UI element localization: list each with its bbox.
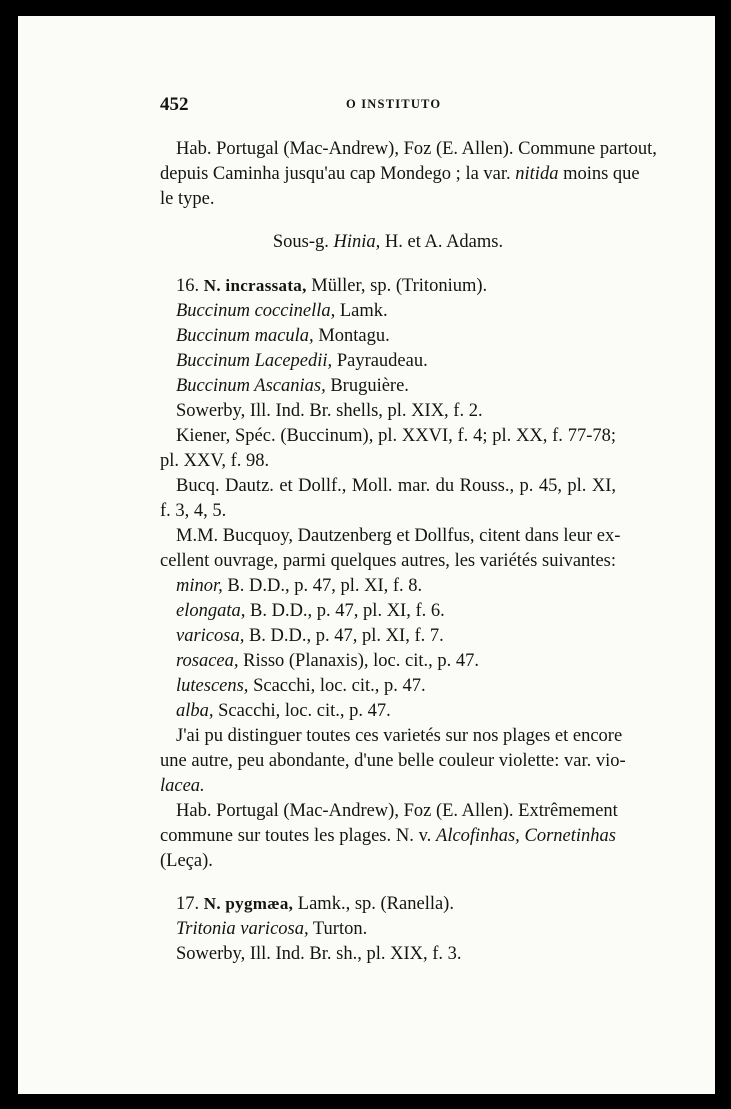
synonym-line: Buccinum Lacepedii, Payraudeau. bbox=[176, 351, 428, 371]
reference-line: f. 3, 4, 5. bbox=[160, 501, 227, 521]
variety-line: rosacea, Risso (Planaxis), loc. cit., p. 47. bbox=[176, 651, 479, 671]
text-line: le type. bbox=[160, 189, 215, 209]
running-head: O INSTITUTO bbox=[346, 97, 442, 111]
variety-line: alba, Scacchi, loc. cit., p. 47. bbox=[176, 701, 391, 721]
text-line: commune sur toutes les plages. N. v. Alcofinhas, Cornetinhas bbox=[160, 826, 616, 846]
page-number: 452 bbox=[160, 94, 189, 115]
text-line: lacea. bbox=[160, 776, 205, 796]
species-heading: 17. N. pygmæa, Lamk., sp. (Ranella). bbox=[176, 894, 454, 914]
document-page bbox=[18, 16, 715, 1094]
variety-line: minor, B. D.D., p. 47, pl. XI, f. 8. bbox=[176, 576, 423, 596]
synonym-line: Buccinum macula, Montagu. bbox=[176, 326, 390, 346]
text-line: depuis Caminha jusqu'au cap Mondego ; la var. nitida moins que bbox=[160, 164, 640, 184]
text-line: une autre, peu abondante, d'une belle couleur violette: var. vio- bbox=[160, 751, 626, 771]
text-line: (Leça). bbox=[160, 851, 213, 871]
reference-line: Sowerby, Ill. Ind. Br. shells, pl. XIX, f. 2. bbox=[176, 401, 483, 421]
subgenus-heading: Sous-g. Hinia, H. et A. Adams. bbox=[272, 232, 504, 252]
text-line: M.M. Bucquoy, Dautzenberg et Dollfus, citent dans leur ex- bbox=[176, 526, 621, 546]
synonym-line: Buccinum Ascanias, Bruguière. bbox=[176, 376, 409, 396]
reference-line: pl. XXV, f. 98. bbox=[160, 451, 270, 471]
text-line: cellent ouvrage, parmi quelques autres, les variétés suivantes: bbox=[160, 551, 616, 571]
text-line: J'ai pu distinguer toutes ces varietés sur nos plages et encore bbox=[176, 726, 623, 746]
variety-line: elongata, B. D.D., p. 47, pl. XI, f. 6. bbox=[176, 601, 445, 621]
reference-line: Kiener, Spéc. (Buccinum), pl. XXVI, f. 4; pl. XX, f. 77-78; bbox=[176, 426, 616, 446]
variety-line: lutescens, Scacchi, loc. cit., p. 47. bbox=[176, 676, 426, 696]
synonym-line: Buccinum coccinella, Lamk. bbox=[176, 301, 388, 321]
page-header bbox=[160, 94, 474, 118]
synonym-line: Tritonia varicosa, Turton. bbox=[176, 919, 368, 939]
reference-line: Bucq. Dautz. et Dollf., Moll. mar. du Rouss., p. 45, pl. XI, bbox=[176, 476, 616, 496]
species-heading: 16. N. incrassata, Müller, sp. (Tritonium). bbox=[176, 276, 488, 296]
variety-line: varicosa, B. D.D., p. 47, pl. XI, f. 7. bbox=[176, 626, 444, 646]
text-line: Hab. Portugal (Mac-Andrew), Foz (E. Allen). Commune partout, bbox=[176, 139, 657, 159]
reference-line: Sowerby, Ill. Ind. Br. sh., pl. XIX, f. 3. bbox=[176, 944, 462, 964]
text-line: Hab. Portugal (Mac-Andrew), Foz (E. Allen). Extrêmement bbox=[176, 801, 618, 821]
